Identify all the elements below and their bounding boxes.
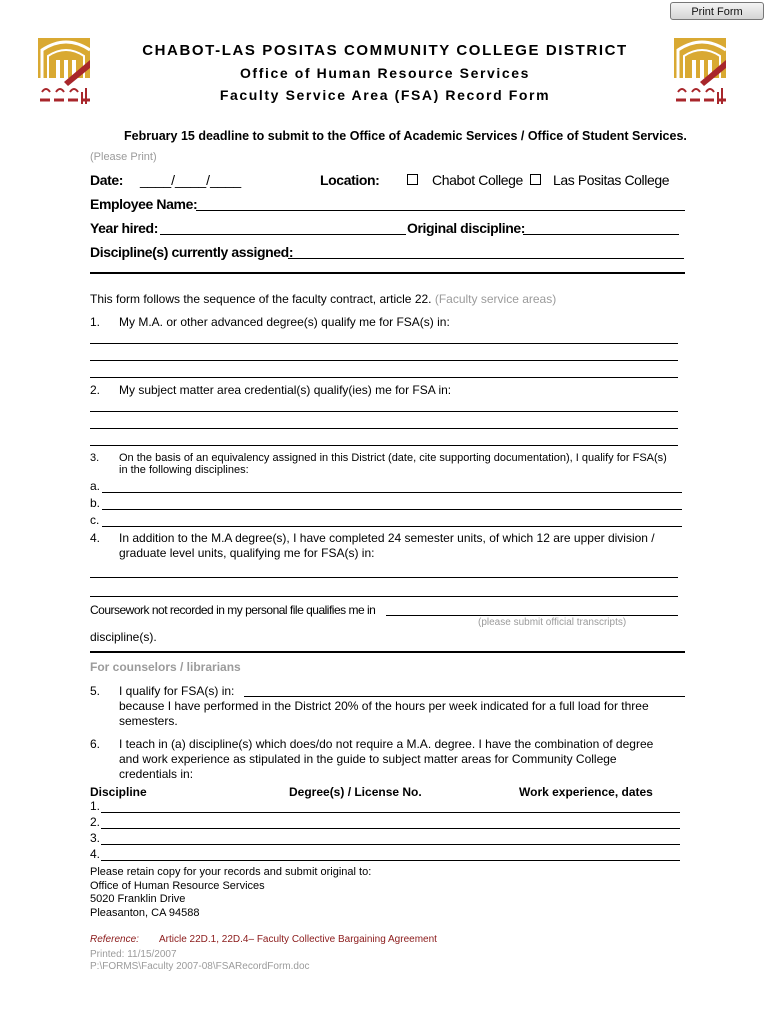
footer-city: Pleasanton, CA 94588 [90, 907, 200, 919]
item-1-line[interactable] [90, 343, 678, 344]
item-6-text-line2: and work experience as stipulated in the guide to subject matter areas for Community College [119, 752, 617, 766]
table-row-number: 2. [90, 815, 101, 829]
item-3-number: 3. [90, 452, 100, 464]
item-3a-label: a. [90, 479, 101, 493]
employee-name-line[interactable] [196, 210, 685, 211]
footer-street: 5020 Franklin Drive [90, 893, 186, 905]
item-6-text-line1: I teach in (a) discipline(s) which does/do not require a M.A. degree. I have the combination of degree [119, 737, 654, 751]
file-path: P:\FORMS\Faculty 2007-08\FSARecordForm.doc [90, 961, 310, 972]
printed-date: Printed: 11/15/2007 [90, 949, 177, 960]
original-discipline-line[interactable] [523, 234, 679, 235]
item-5-number: 5. [90, 684, 101, 698]
year-hired-line[interactable] [160, 234, 406, 235]
transcripts-note: (please submit official transcripts) [478, 617, 627, 628]
chabot-label: Chabot College [432, 172, 523, 188]
item-1-line[interactable] [90, 360, 678, 361]
item-3b-label: b. [90, 496, 101, 510]
item-5-text-line1: I qualify for FSA(s) in: [119, 684, 235, 698]
table-row-number: 1. [90, 799, 101, 813]
column-discipline: Discipline [90, 785, 147, 799]
office-title: Office of Human Resource Services [239, 65, 531, 81]
chabot-checkbox[interactable] [407, 174, 418, 185]
reference-label: Reference: [90, 934, 139, 945]
deadline-notice: February 15 deadline to submit to the Office of Academic Services / Office of Student Services. [124, 129, 687, 143]
column-work-experience: Work experience, dates [519, 785, 653, 799]
las-positas-label: Las Positas College [553, 172, 670, 188]
location-label: Location: [320, 172, 380, 188]
item-2-text: My subject matter area credential(s) qualify(ies) me for FSA in: [119, 383, 452, 397]
item-1-number: 1. [90, 315, 101, 329]
reference-text: Article 22D.1, 22D.4– Faculty Collective Bargaining Agreement [159, 934, 437, 945]
section-divider [90, 272, 685, 274]
table-row-line[interactable] [101, 828, 680, 829]
item-2-line[interactable] [90, 445, 678, 446]
original-discipline-label: Original discipline: [407, 220, 526, 236]
table-row-line[interactable] [101, 812, 680, 813]
item-5-text-line2: because I have performed in the District 20% of the hours per week indicated for a full load for three [119, 699, 649, 713]
counselors-heading: For counselors / librarians [90, 660, 241, 674]
item-3b-line[interactable] [102, 509, 682, 510]
table-row-line[interactable] [101, 844, 680, 845]
intro-text: This form follows the sequence of the faculty contract, article 22. (Faculty service areas) [90, 292, 557, 306]
coursework-line[interactable] [386, 615, 678, 616]
item-4-number: 4. [90, 531, 101, 545]
employee-name-label: Employee Name: [90, 196, 198, 212]
item-2-line[interactable] [90, 411, 678, 412]
date-label: Date: [90, 172, 124, 188]
table-row-number: 4. [90, 847, 101, 861]
coursework-label: Coursework not recorded in my personal file qualifies me in [90, 603, 376, 617]
please-print-note: (Please Print) [90, 151, 157, 163]
retain-instructions: Please retain copy for your records and submit original to: [90, 866, 372, 878]
disciplines-suffix: discipline(s). [90, 630, 157, 644]
item-5-line[interactable] [244, 696, 685, 697]
item-1-text: My M.A. or other advanced degree(s) qualify me for FSA(s) in: [119, 315, 450, 329]
form-title: Faculty Service Area (FSA) Record Form [219, 87, 551, 103]
item-3-text-line1: On the basis of an equivalency assigned in this District (date, cite supporting documentation), I qualify for FSA(s) [119, 452, 667, 464]
item-4-text-line2: graduate level units, qualifying me for FSA(s) in: [119, 546, 375, 560]
column-degree: Degree(s) / License No. [289, 785, 422, 799]
item-4-line[interactable] [90, 577, 678, 578]
district-title: CHABOT-LAS POSITAS COMMUNITY COLLEGE DISTRICT [142, 42, 628, 59]
intro-note: (Faculty service areas) [434, 292, 557, 306]
year-hired-label: Year hired: [90, 220, 158, 236]
date-field[interactable]: ____/____/____ [140, 172, 242, 188]
table-row-number: 3. [90, 831, 101, 845]
disciplines-assigned-line[interactable] [288, 258, 684, 259]
table-row-line[interactable] [101, 860, 680, 861]
item-1-line[interactable] [90, 377, 678, 378]
item-2-number: 2. [90, 383, 101, 397]
item-4-line[interactable] [90, 596, 678, 597]
item-3a-line[interactable] [102, 492, 682, 493]
item-3c-line[interactable] [102, 526, 682, 527]
item-5-text-line3: semesters. [119, 714, 178, 728]
item-4-text-line1: In addition to the M.A degree(s), I have completed 24 semester units, of which 12 are upper division / [119, 531, 655, 545]
counselors-divider [90, 651, 685, 653]
disciplines-assigned-label: Discipline(s) currently assigned: [90, 244, 294, 260]
item-2-line[interactable] [90, 428, 678, 429]
item-3-text-line2: in the following disciplines: [119, 464, 249, 476]
item-6-number: 6. [90, 737, 101, 751]
item-3c-label: c. [90, 513, 100, 527]
print-form-button[interactable]: Print Form [670, 2, 764, 20]
footer-office: Office of Human Resource Services [90, 880, 265, 892]
las-positas-checkbox[interactable] [530, 174, 541, 185]
item-6-text-line3: credentials in: [119, 767, 194, 781]
